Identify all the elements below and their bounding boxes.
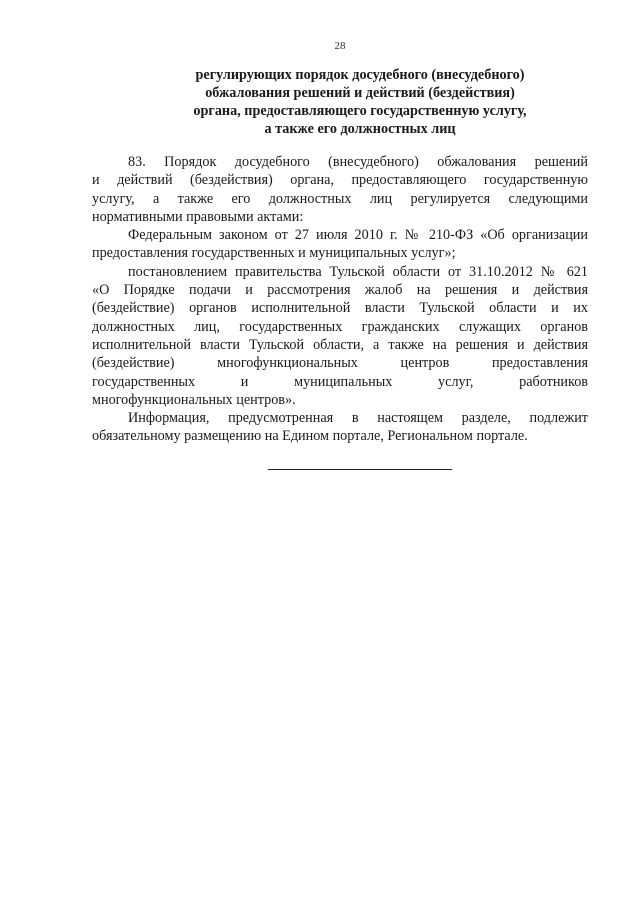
text-line: 83. Порядок досудебного (внесудебного) обжалования решений bbox=[128, 154, 588, 170]
text-line: Информация, предусмотренная в настоящем разделе, подлежит bbox=[128, 410, 588, 427]
text-line: предоставления государственных и муниципальных услуг»; bbox=[92, 245, 456, 262]
text-line: многофункциональных центров». bbox=[92, 391, 296, 408]
text-line: Федеральным законом от 27 июля 2010 г. № 210-ФЗ «Об организации bbox=[128, 227, 588, 244]
text-line: постановлением правительства Тульской области от 31.10.2012 № 621 bbox=[128, 263, 588, 280]
paragraph-information bbox=[92, 409, 588, 446]
text-line: нормативными правовыми актами: bbox=[92, 208, 304, 225]
paragraph-83 bbox=[92, 153, 588, 226]
heading-line: обжалования решений и действий (бездействия) bbox=[205, 85, 515, 101]
closing-divider-line bbox=[268, 469, 452, 470]
section-heading bbox=[150, 66, 570, 138]
text-line: должностных лиц, государственных гражданских служащих органов bbox=[92, 318, 588, 335]
text-line: и действий (бездействия) органа, предоставляющего государственную bbox=[92, 172, 588, 189]
text-line: «О Порядке подачи и рассмотрения жалоб на решения и действия bbox=[92, 282, 588, 299]
page-number: 28 bbox=[334, 40, 346, 52]
text-line: государственных и муниципальных услуг, работников bbox=[92, 373, 588, 390]
paragraph-resolution bbox=[92, 263, 588, 409]
heading-line: а также его должностных лиц bbox=[264, 121, 456, 137]
text-line: обязательному размещению на Едином портале, Региональном портале. bbox=[92, 428, 528, 445]
paragraph-federal-law bbox=[92, 226, 588, 263]
body-text bbox=[92, 153, 588, 446]
text-line: (бездействие) многофункциональных центров предоставления bbox=[92, 355, 588, 372]
heading-line: органа, предоставляющего государственную услугу, bbox=[193, 103, 527, 119]
text-line: услугу, а также его должностных лиц регулируется следующими bbox=[92, 190, 588, 207]
heading-line: регулирующих порядок досудебного (внесудебного) bbox=[195, 67, 525, 83]
text-line: исполнительной власти Тульской области, а также на решения и действия bbox=[92, 336, 588, 353]
text-line: (бездействие) органов исполнительной власти Тульской области и их bbox=[92, 300, 588, 317]
